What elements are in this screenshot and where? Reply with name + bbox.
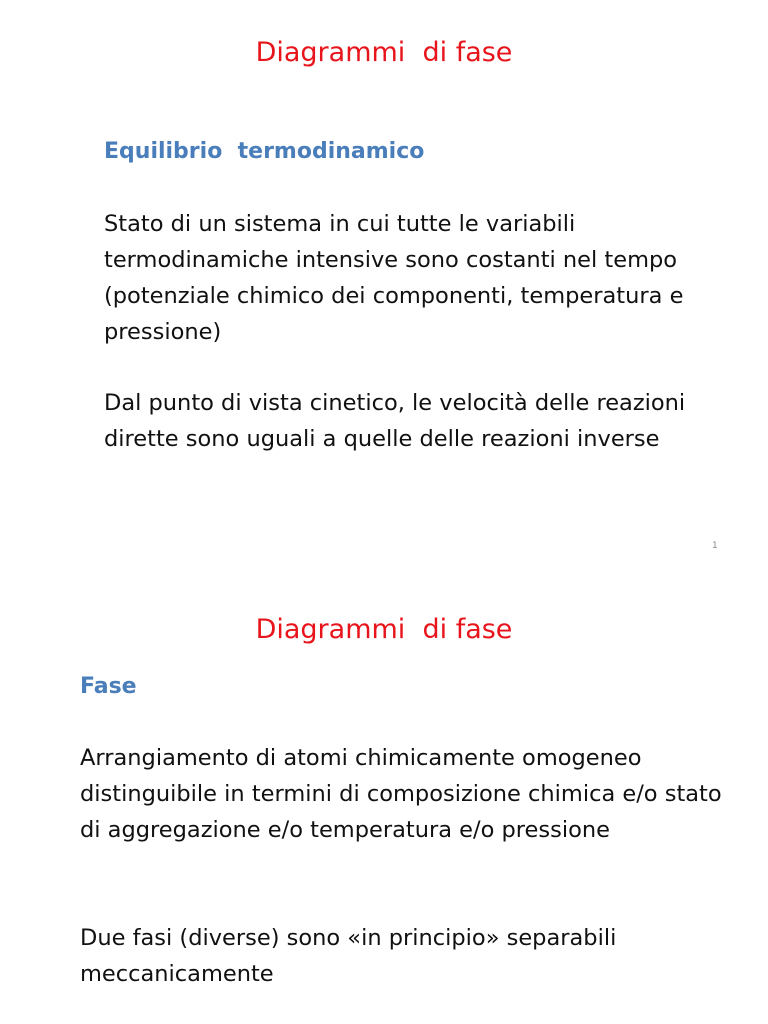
body-paragraph: Arrangiamento di atomi chimicamente omogeneo distinguibile in termini di composizione chimica e/o stato di aggregazione e/o temperatura e/o pressione (80, 745, 722, 843)
body-paragraph: Due fasi (diverse) sono «in principio» separabili meccanicamente (80, 925, 617, 987)
slide-title: Diagrammi di fase (255, 614, 513, 645)
section-heading: Fase (80, 674, 137, 699)
body-paragraph: Dal punto di vista cinetico, le velocità delle reazioni dirette sono uguali a quelle delle reazioni inverse (104, 390, 686, 452)
page-number: 1 (712, 541, 718, 551)
slide-2 (0, 570, 768, 1024)
body-paragraph: Stato di un sistema in cui tutte le variabili termodinamiche intensive sono costanti nel tempo (potenziale chimico dei componenti, temperatura e pressione) (104, 211, 684, 345)
section-heading: Equilibrio termodinamico (104, 139, 425, 164)
slide-title: Diagrammi di fase (255, 37, 513, 68)
